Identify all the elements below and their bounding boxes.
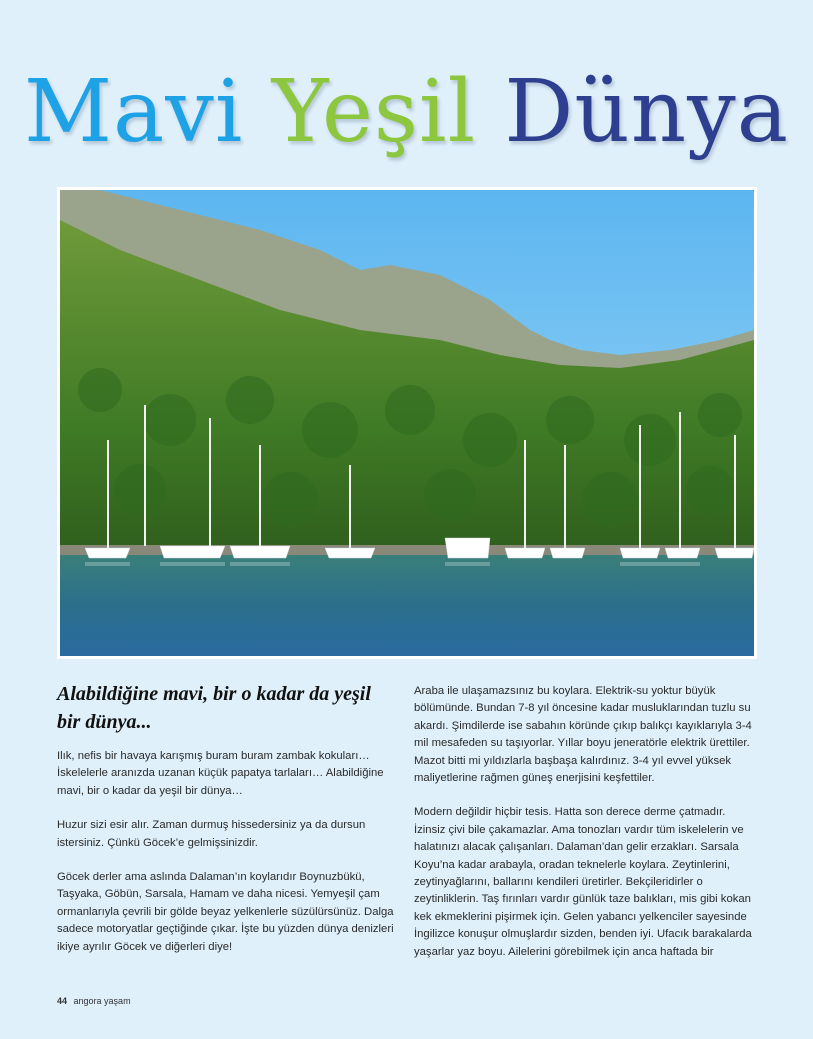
article-column-left: [57, 680, 397, 973]
title-word-dunya: Dünya: [504, 62, 790, 162]
bay-photo-illustration: [60, 190, 754, 656]
page-footer: [57, 996, 131, 1006]
title-word-yesil: Yeşil: [271, 62, 477, 162]
article-paragraph: Araba ile ulaşamazsınız bu koylara. Elektrik-su yoktur büyük bölümünde. Bundan 7-8 yıl öncesine kadar musluklarından tuzlu su akardı. Şimdilerde ise sabahın köründe çıkıp balıkçı kayıklarıyla 3-4 mil mesafeden su taşıyorlar. Yıllar boyu jeneratörle elektrik ürettiler. Mazot bitti mi yıldızlarla başbaşa kalırdınız. 3-4 yıl evvel yüksek maliyetlerine rağmen güneş enerjisini keşfettiler.: [414, 685, 752, 785]
title-word-mavi: Mavi: [23, 62, 244, 162]
article-paragraph: Modern değildir hiçbir tesis. Hatta son derece derme çatmadır. İzinsiz çivi bile çakamazlar. Ama tonozları vardır tüm iskelelerin ve halatınızı alacak çalışanları. Dalaman’dan gelir erzakları. Sarsala Koyu’na kadar arabayla, oradan teknelerle koylara. Zeytinlerini, zeytinyağlarını, ballarını kendileri üretirler. Bekçileridirler o zeytinliklerin. Taş fırınları vardır günlük taze balıkları, mis gibi kokan kek ekmeklerini pişirmek için. Gelen yabancı yelkenciler sayesinde İngilizce konuşur olmuşlardır sizden, benden iyi. Ufacık barakalarda yaşarlar yaz boyu. Ailelerini görebilmek için anca haftada bir: [414, 806, 752, 958]
bay-photo: [57, 187, 757, 659]
article-paragraph: Huzur sizi esir alır. Zaman durmuş hissedersiniz ya da dursun istersiniz. Çünkü Göcek’e gelmişsinizdir.: [57, 819, 366, 849]
article-column-right: [414, 683, 754, 978]
article-subheading: Alabildiğine mavi, bir o kadar da yeşil bir dünya...: [57, 683, 371, 733]
magazine-name: angora yaşam: [73, 996, 131, 1006]
article-paragraph: Ilık, nefis bir havaya karışmış buram buram zambak kokuları… İskelelerle aranızda uzanan küçük papatya tarlaları… Alabildiğine mavi, bir o kadar da yeşil bir dünya…: [57, 750, 384, 797]
page-title: [0, 62, 813, 162]
article-paragraph: Göcek derler ama aslında Dalaman’ın koylarıdır Boynuzbükü, Taşyaka, Göbün, Sarsala, Hamam ve daha nicesi. Yemyeşil çam ormanlarıyla çevrili bir gölde beyaz yelkenlerle süzülürsünüz. Dalga sadece motoryatlar geçtiğinde çıkar. İşte bu yüzden dünya denizleri ikiye ayrılır Göcek ve diğerleri diye!: [57, 871, 394, 953]
page-number: 44: [57, 996, 68, 1006]
